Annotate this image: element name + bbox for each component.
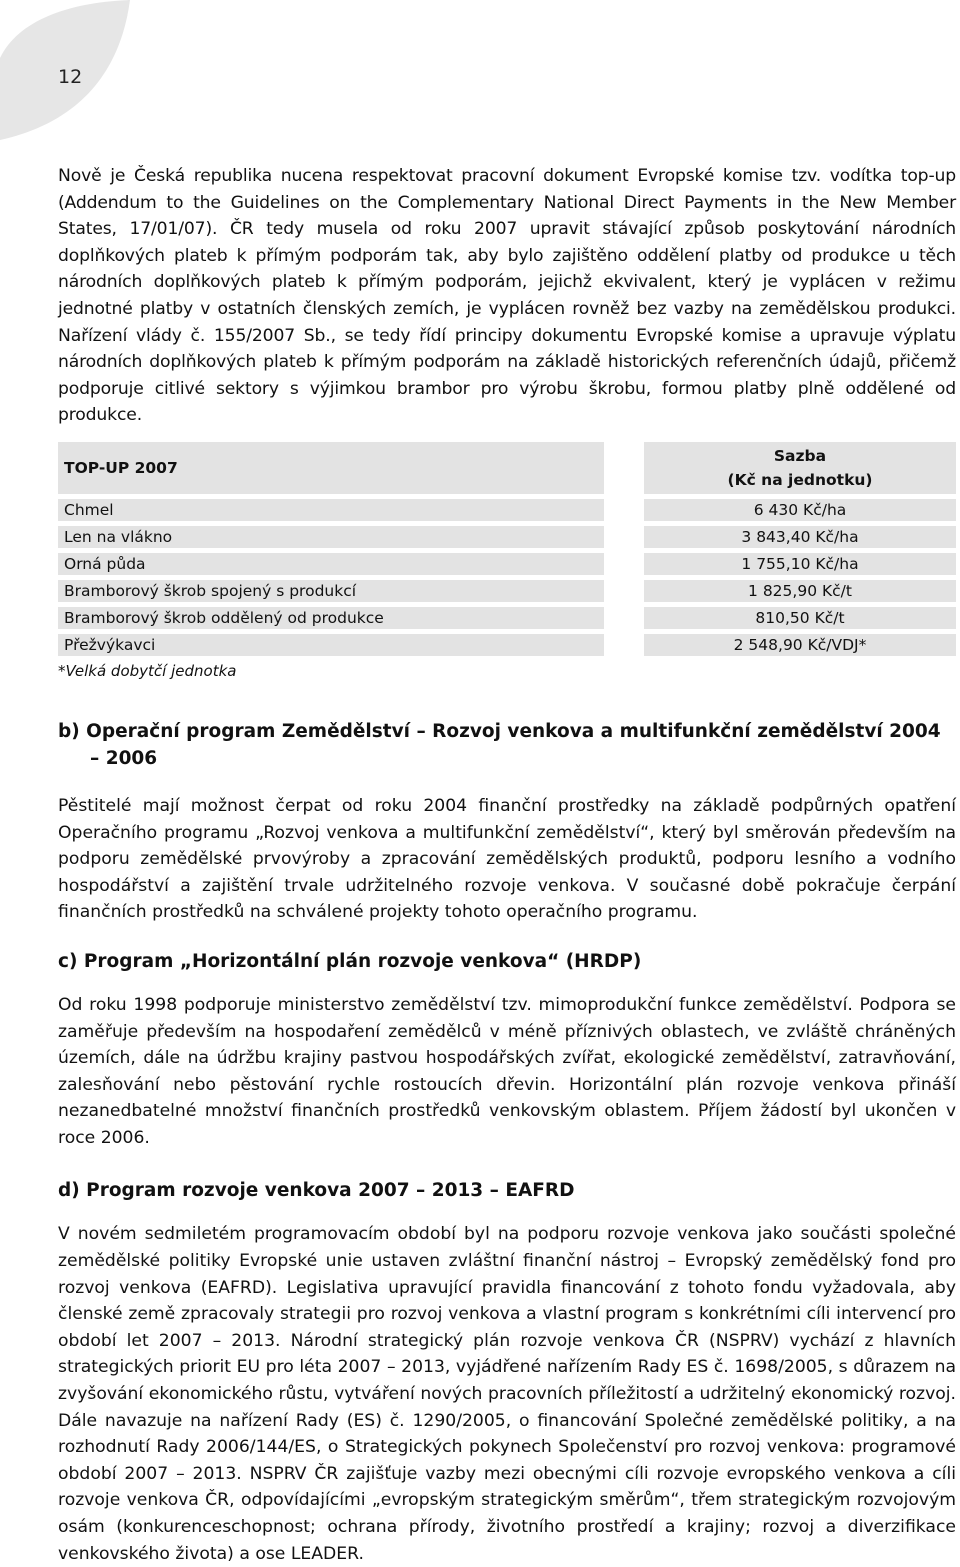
section-c-paragraph: Od roku 1998 podporuje ministerstvo zemědělství tzv. mimoprodukční funkce zemědělství. Podpora se zaměřuje především na hospodaření zemědělců v méně příznivých oblastech, ve zvláště chráněných územích, dále na údržbu krajiny pastvou hospodářských zvířat, ekologické zemědělství, zatravňování, zalesňování nebo pěstování rychle rostoucích dřevin. Horizontální plán rozvoje venkova přináší nezanedbatelné množství finančních prostředků venkovským oblastem. Příjem žádostí byl ukončen v roce 2006. (58, 994, 956, 1148)
table-row (58, 607, 956, 629)
row-label: Bramborový škrob spojený s produkcí (58, 580, 604, 602)
table-row (58, 499, 956, 521)
row-value: 2 548,90 Kč/VDJ* (644, 634, 956, 656)
row-label: Přežvýkavci (58, 634, 604, 656)
row-value: 810,50 Kč/t (644, 607, 956, 629)
row-label: Len na vlákno (58, 526, 604, 548)
section-b-paragraph: Pěstitelé mají možnost čerpat od roku 2004 finanční prostředky na základě podpůrných opatření Operačního programu „Rozvoj venkova a multifunkční zemědělství“, který byl směrován především na podporu zemědělské prvovýroby a zpracování zemědělských produktů, podporu lesního a vodního hospodářství a zajištění trvale udržitelného rozvoje venkova. V současné době pokračuje čerpání finančních prostředků na schválené projekty tohoto operačního programu. (58, 795, 956, 923)
row-value: 6 430 Kč/ha (644, 499, 956, 521)
row-value: 1 825,90 Kč/t (644, 580, 956, 602)
table-row (58, 526, 956, 548)
intro-paragraph: Nově je Česká republika nucena respektovat pracovní dokument Evropské komise tzv. vodítka top-up (Addendum to the Guidelines on the Complementary National Direct Payments in the New Member States, 17/01/07). ČR tedy musela od roku 2007 upravit stávající způsob poskytování národních doplňkových plateb k přímým podporám tak, aby bylo zajištěno oddělení platby od produkce u těch národních doplňkových plateb k přímým podporám, jejichž ekvivalent, který je vyplácen v režimu jednotné platby v ostatních členských zemích, je vyplácen rovněž bez vazby na zemědělskou produkci. Nařízení vlády č. 155/2007 Sb., se tedy řídí principy dokumentu Evropské komise a upravuje výplatu národních doplňkových plateb k přímým podporám na základě historických referenčních údajů, přičemž podporuje citlivé sektory s výjimkou brambor pro výrobu škrobu, formou platby plně oddělené od produkce. (58, 166, 956, 426)
table-footnote: *Velká dobytčí jednotka (58, 661, 237, 680)
section-d-heading: d) Program rozvoje venkova 2007 – 2013 – EAFRD (58, 1180, 575, 1202)
page-content (58, 163, 956, 1567)
page-number: 12 (58, 66, 83, 88)
row-value: 3 843,40 Kč/ha (644, 526, 956, 548)
table-header-row (58, 442, 956, 494)
row-label: Orná půda (58, 553, 604, 575)
row-value: 1 755,10 Kč/ha (644, 553, 956, 575)
table-row (58, 580, 956, 602)
table-header-label: TOP-UP 2007 (58, 442, 604, 494)
table-row (58, 553, 956, 575)
row-label: Bramborový škrob oddělený od produkce (58, 607, 604, 629)
section-c-heading: c) Program „Horizontální plán rozvoje venkova“ (HRDP) (58, 950, 642, 972)
section-d-paragraph: V novém sedmiletém programovacím období byl na podporu rozvoje venkova jako součásti společné zemědělské politiky Evropské unie ustaven zvláštní finanční nástroj – Evropský zemědělský fond pro rozvoj venkova (EAFRD). Legislativa upravující pravidla financování z tohoto fondu vyžadovala, aby členské země zpracovaly strategii pro rozvoj venkova a vlastní program s konkrétními cíli intervencí pro období let 2007 – 2013. Národní strategický plán rozvoje venkova ČR (NSPRV) vychází z hlavních strategických priorit EU pro léta 2007 – 2013, vyjádřené nařízením Rady ES č. 1698/2005, s důrazem na zvyšování ekonomického růstu, vytváření nových pracovních příležitostí a udržitelný ekonomický rozvoj. Dále navazuje na nařízení Rady (ES) č. 1290/2005, o financování Společné zemědělské politiky, a na rozhodnutí Rady 2006/144/ES, o Strategických pokynech Společenství pro rozvoj venkova: programové období 2007 – 2013. NSPRV ČR zajišťuje vazby mezi obecnými cíli rozvoje evropského venkova a cíli rozvoje venkova ČR, odpovídajícími „evropským strategickým směrům“, třem strategickým rozvojovým osám (konkurenceschopnost; ochrana přírody, životního prostředí a krajiny; rozvoj a diverzifikace venkovského života) a ose LEADER. (58, 1224, 956, 1564)
table-header-rate: Sazba (Kč na jednotku) (644, 442, 956, 494)
section-b-heading: b) Operační program Zemědělství – Rozvoj venkova a multifunkční zemědělství 2004 – 2006 (58, 720, 941, 769)
topup-table (58, 437, 956, 661)
table-row (58, 634, 956, 656)
row-label: Chmel (58, 499, 604, 521)
